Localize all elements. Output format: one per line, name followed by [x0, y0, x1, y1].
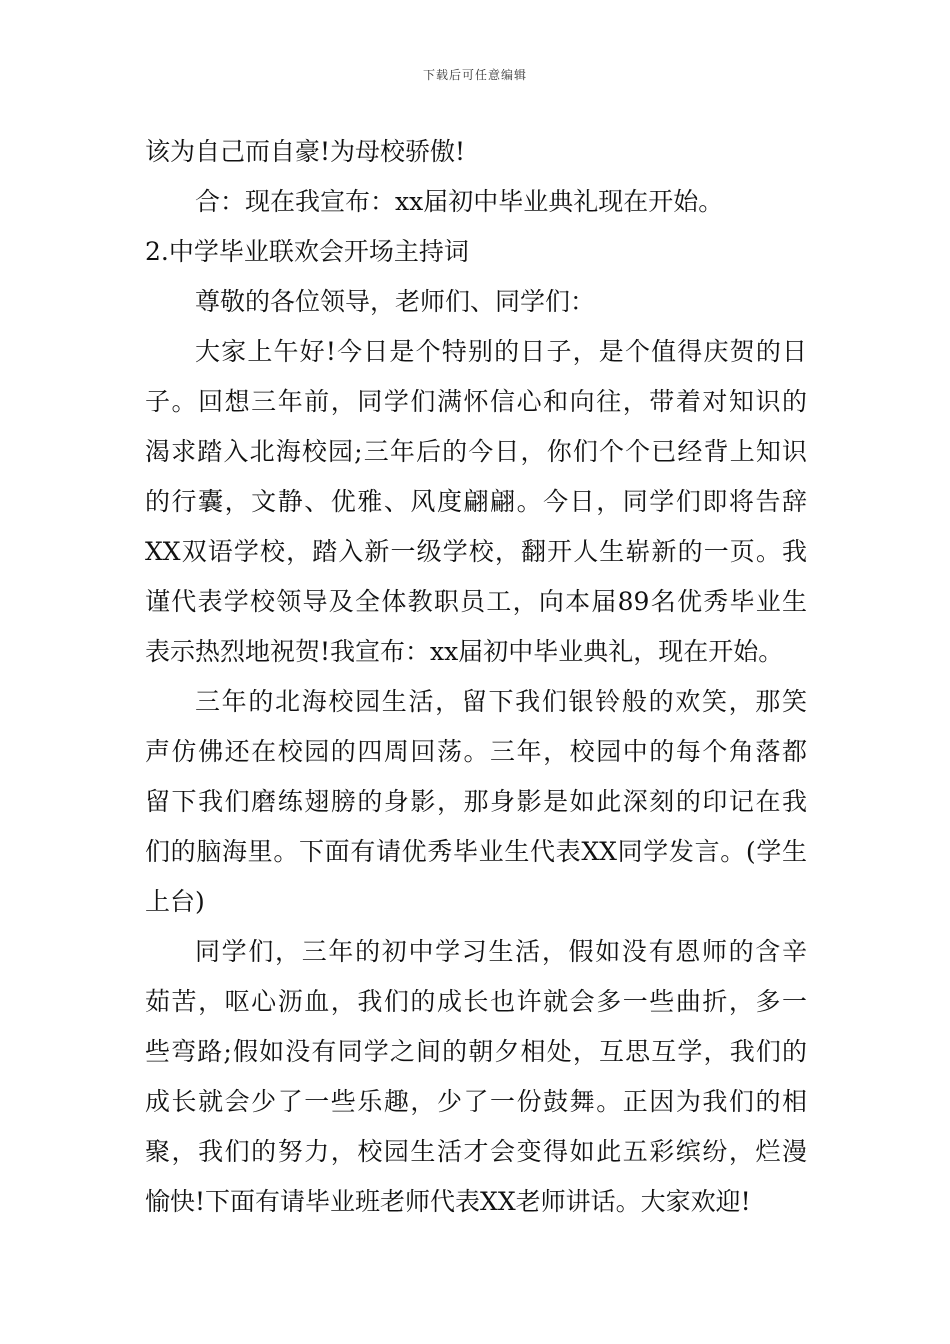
text-line: 子。回想三年前，同学们满怀信心和向往，带着对知识的 — [145, 387, 807, 416]
text-line: 成长就会少了一些乐趣，少了一份鼓舞。正因为我们的相 — [145, 1087, 807, 1116]
text-line: 大家上午好!今日是个特别的日子，是个值得庆贺的日 — [195, 337, 807, 366]
text-line: 尊敬的各位领导，老师们、同学们： — [195, 287, 596, 316]
text-line: 茹苦，呕心沥血，我们的成长也许就会多一些曲折，多一 — [145, 987, 807, 1016]
text-line: 留下我们磨练翅膀的身影，那身影是如此深刻的印记在我 — [145, 787, 807, 816]
text-line: 该为自己而自豪!为母校骄傲! — [145, 137, 466, 166]
text-line: 们的脑海里。下面有请优秀毕业生代表XX同学发言。(学生 — [145, 837, 807, 866]
text-line: 的行囊，文静、优雅、风度翩翩。今日，同学们即将告辞 — [145, 487, 807, 516]
text-line: 同学们，三年的初中学习生活，假如没有恩师的含辛 — [195, 937, 807, 966]
text-line: 谨代表学校领导及全体教职员工，向本届89名优秀毕业生 — [145, 587, 807, 616]
text-line: 聚，我们的努力，校园生活才会变得如此五彩缤纷，烂漫 — [145, 1137, 807, 1166]
text-line: 渴求踏入北海校园;三年后的今日，你们个个已经背上知识 — [145, 437, 807, 466]
document-body — [145, 127, 807, 1227]
text-line: 2.中学毕业联欢会开场主持词 — [145, 237, 469, 266]
page-header-note: 下载后可任意编辑 — [422, 68, 527, 82]
text-line: 些弯路;假如没有同学之间的朝夕相处，互思互学，我们的 — [145, 1037, 807, 1066]
text-line: 上台) — [145, 887, 205, 916]
text-line: 合：现在我宣布：xx届初中毕业典礼现在开始。 — [195, 187, 724, 216]
text-line: 愉快!下面有请毕业班老师代表XX老师讲话。大家欢迎! — [145, 1187, 751, 1216]
text-line: 声仿佛还在校园的四周回荡。三年，校园中的每个角落都 — [145, 737, 807, 766]
text-line: XX双语学校，踏入新一级学校，翻开人生崭新的一页。我 — [145, 537, 807, 566]
text-line: 表示热烈地祝贺!我宣布：xx届初中毕业典礼，现在开始。 — [145, 637, 784, 666]
text-line: 三年的北海校园生活，留下我们银铃般的欢笑，那笑 — [195, 687, 807, 716]
